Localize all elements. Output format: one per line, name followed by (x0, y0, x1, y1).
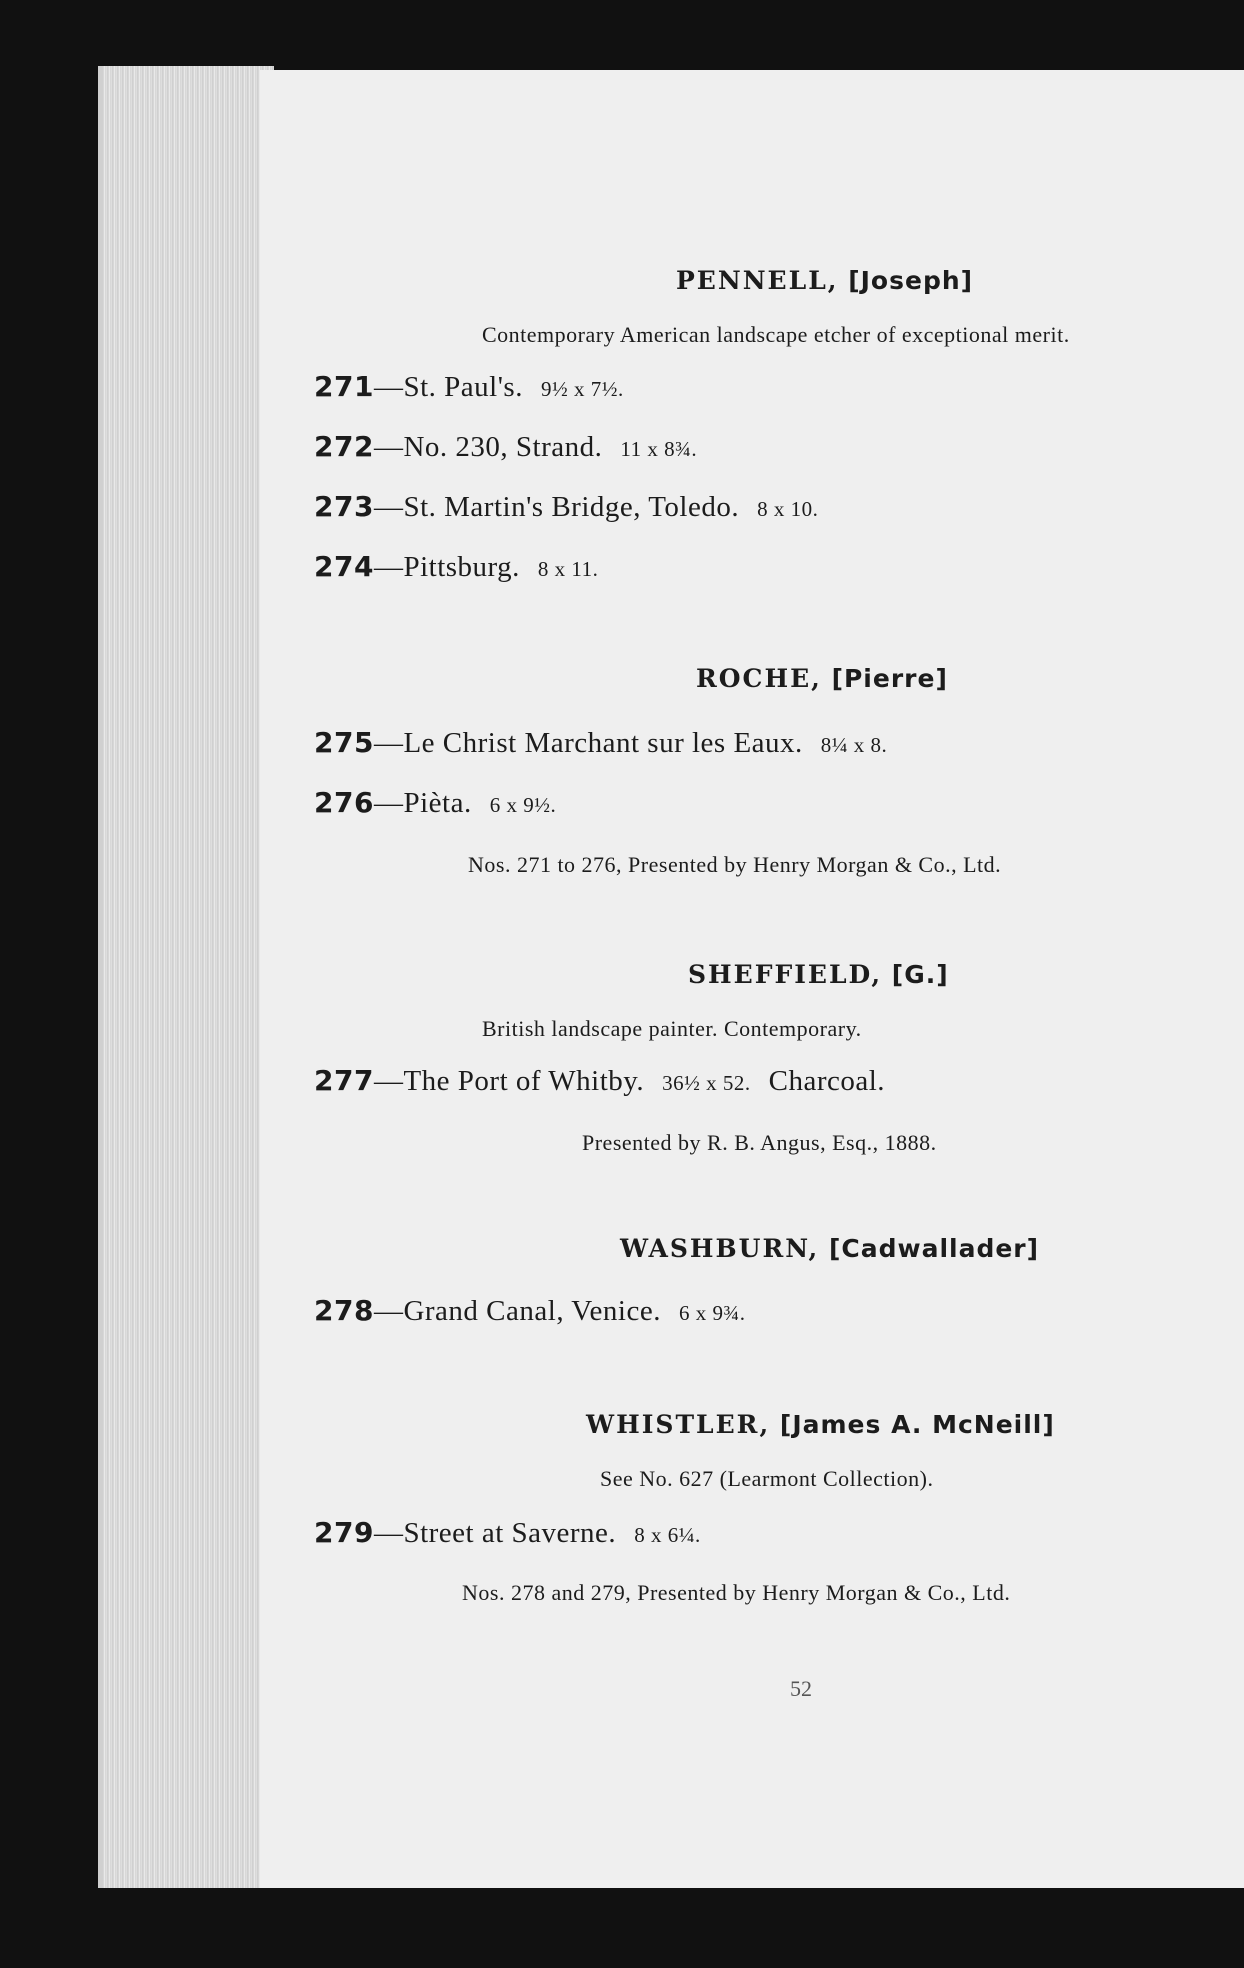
entry-size: 8¼ x 8. (820, 733, 888, 757)
catalogue-entry-278 (314, 1294, 745, 1328)
artist-given-name: [Pierre] (831, 664, 948, 693)
page-number: 52 (790, 1676, 812, 1701)
entry-dash: — (373, 727, 404, 759)
entry-number: 276 (314, 786, 374, 819)
entry-size: 8 x 11. (537, 557, 599, 581)
artist-surname: WHISTLER, (586, 1410, 771, 1439)
entry-title: The Port of Whitby. (403, 1065, 645, 1097)
catalogue-entry-279 (314, 1516, 701, 1550)
entry-size: 8 x 6¼. (634, 1523, 701, 1547)
artist-heading-pennell (676, 266, 973, 295)
artist-surname: SHEFFIELD, (688, 960, 883, 989)
entry-title: No. 230, Strand. (403, 431, 603, 463)
entry-dash: — (373, 787, 404, 819)
artist-heading-washburn (620, 1234, 1039, 1263)
entry-size: 6 x 9¾. (678, 1301, 746, 1325)
entry-dash: — (373, 1065, 404, 1097)
catalogue-entry-277 (314, 1064, 885, 1098)
artist-heading-roche (696, 664, 948, 693)
artist-description-sheffield: British landscape painter. Contemporary. (482, 1016, 862, 1041)
entry-title: St. Martin's Bridge, Toledo. (403, 491, 740, 523)
entry-number: 277 (314, 1064, 374, 1097)
artist-surname: PENNELL, (676, 266, 839, 295)
catalogue-entry-275 (314, 726, 887, 760)
artist-given-name: [G.] (891, 960, 949, 989)
entry-title: Grand Canal, Venice. (403, 1295, 661, 1327)
entry-title: Le Christ Marchant sur les Eaux. (403, 727, 803, 759)
entry-number: 275 (314, 726, 374, 759)
catalogue-entry-271 (314, 370, 624, 404)
catalogue-page (260, 70, 1244, 1888)
entry-title: Street at Saverne. (403, 1517, 617, 1549)
entry-size: 6 x 9½. (489, 793, 557, 817)
provenance-note-roche: Nos. 271 to 276, Presented by Henry Morgan & Co., Ltd. (468, 852, 1002, 877)
artist-heading-sheffield (688, 960, 949, 989)
entry-number: 279 (314, 1516, 374, 1549)
artist-description-whistler: See No. 627 (Learmont Collection). (600, 1466, 934, 1491)
catalogue-entry-272 (314, 430, 697, 464)
entry-dash: — (373, 1517, 404, 1549)
entry-size: 9½ x 7½. (540, 377, 624, 401)
entry-number: 274 (314, 550, 374, 583)
provenance-note-sheffield: Presented by R. B. Angus, Esq., 1888. (582, 1130, 937, 1155)
artist-surname: ROCHE, (696, 664, 822, 693)
entry-size: 8 x 10. (757, 497, 819, 521)
entry-number: 278 (314, 1294, 374, 1327)
artist-given-name: [Joseph] (848, 266, 974, 295)
entry-number: 271 (314, 370, 374, 403)
provenance-note-whistler: Nos. 278 and 279, Presented by Henry Morgan & Co., Ltd. (462, 1580, 1011, 1605)
entry-medium: Charcoal. (768, 1065, 886, 1097)
entry-size: 36½ x 52. (662, 1071, 751, 1095)
entry-dash: — (373, 431, 404, 463)
artist-surname: WASHBURN, (620, 1234, 820, 1263)
entry-dash: — (373, 1295, 404, 1327)
artist-heading-whistler (586, 1410, 1055, 1439)
entry-dash: — (373, 371, 404, 403)
book-page-edges (98, 66, 274, 1888)
entry-title: Pièta. (403, 787, 472, 819)
catalogue-entry-276 (314, 786, 556, 820)
entry-number: 272 (314, 430, 374, 463)
entry-title: Pittsburg. (403, 551, 520, 583)
artist-given-name: [Cadwallader] (828, 1234, 1040, 1263)
entry-size: 11 x 8¾. (620, 437, 698, 461)
catalogue-entry-273 (314, 490, 818, 524)
entry-title: St. Paul's. (403, 371, 523, 403)
artist-description-pennell: Contemporary American landscape etcher of exceptional merit. (482, 322, 1070, 347)
entry-number: 273 (314, 490, 374, 523)
artist-given-name: [James A. McNeill] (779, 1410, 1055, 1439)
entry-dash: — (373, 491, 404, 523)
catalogue-entry-274 (314, 550, 598, 584)
entry-dash: — (373, 551, 404, 583)
